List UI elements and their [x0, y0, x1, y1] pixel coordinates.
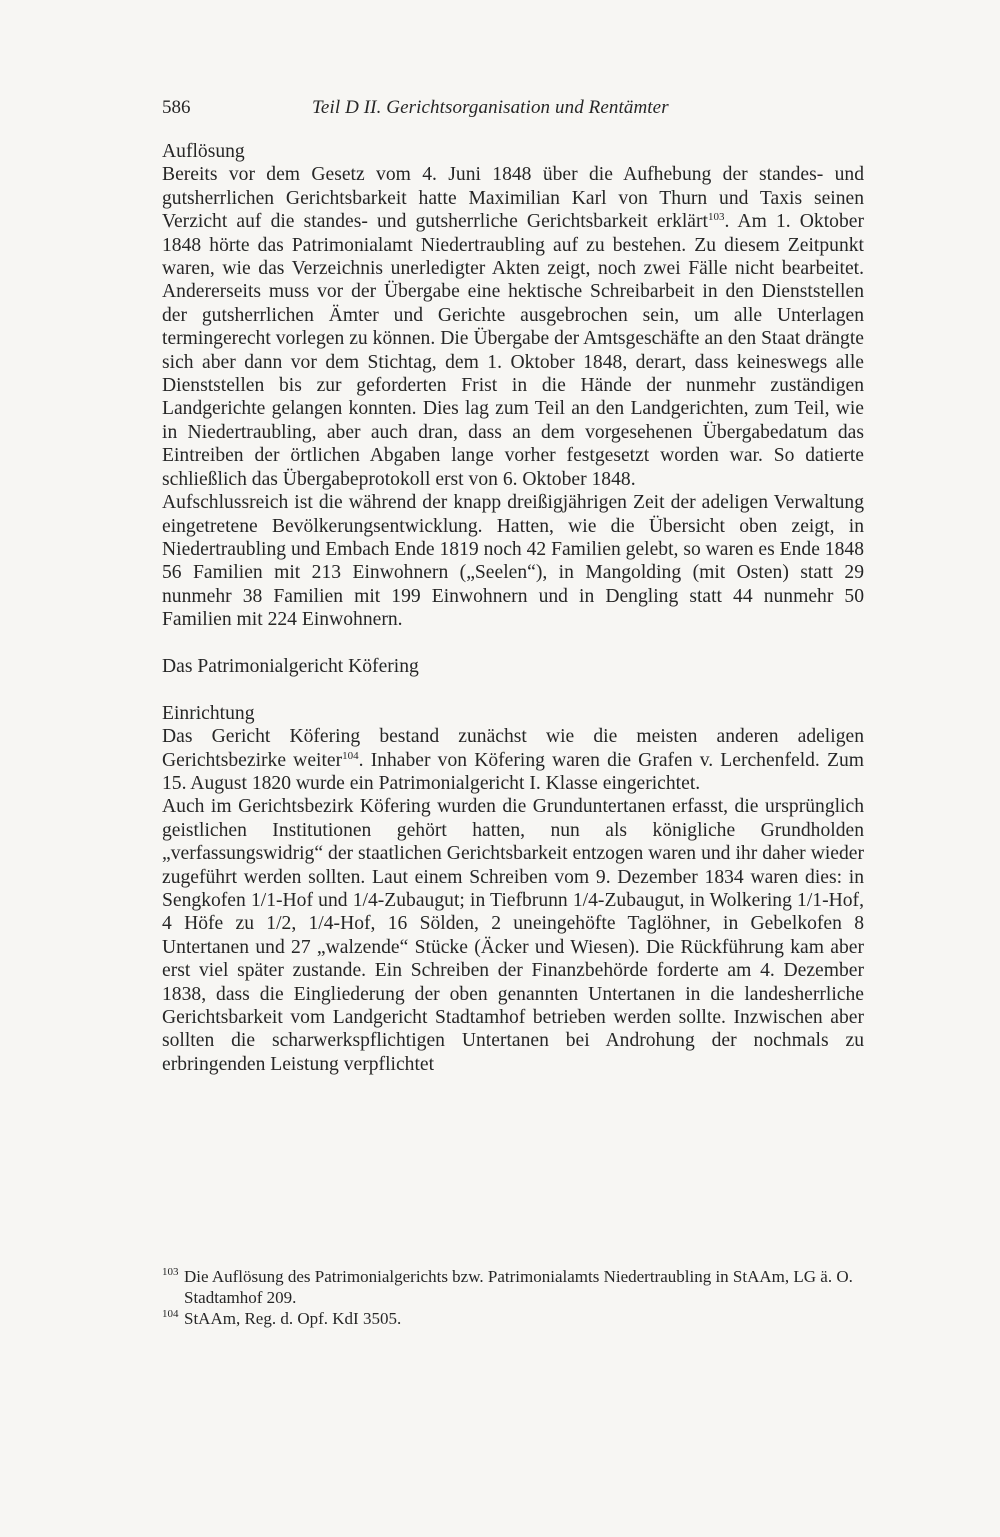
footnote-text: Die Auflösung des Patrimonialgerichts bzw. Patrimonialamts Niedertraubling in StAAm, LG ä. O. Stadtamhof 209. — [184, 1267, 853, 1307]
paragraph: Auch im Gerichtsbezirk Köfering wurden die Grunduntertanen erfasst, die ursprünglich geistlichen Institutionen gehört hatten, nun als königliche Grundholden „verfassungswidrig“ der staatlichen Gerichtsbarkeit entzogen waren und ihr daher wieder zugeführt werden sollten. Laut einem Schreiben vom 9. Dezember 1834 waren dies: in Sengkofen 1/1-Hof und 1/4-Zubaugut; in Tiefbrunn 1/4-Zubaugut, in Wolkering 1/1-Hof, 4 Höfe zu 1/2, 1/4-Hof, 16 Sölden, 2 uneingehöfte Taglöhner, in Gebelkofen 8 Untertanen und 27 „walzende“ Stücke (Äcker und Wiesen). Die Rückführung kam aber erst viel später zustande. Ein Schreiben der Finanzbehörde forderte am 4. Dezember 1838, dass die Eingliederung der oben genannten Untertanen in die landesherrliche Gerichtsbarkeit vom Landgericht Stadtamhof betrieben werden sollte. Inzwischen aber sollten die scharwerkspflichtigen Untertanen bei Androhung der nochmals zu erbringenden Leistung verpflichtet — [162, 796, 864, 1075]
paragraph: Aufschlussreich ist die während der knapp dreißigjährigen Zeit der adeligen Verwaltung eingetretene Bevölkerungsentwicklung. Hatten, wie die Übersicht oben zeigt, in Niedertraubling und Embach Ende 1819 noch 42 Familien gelebt, so waren es Ende 1848 56 Familien mit 213 Einwohnern („Seelen“), in Mangolding (mit Osten) statt 29 nunmehr 38 Familien mit 199 Einwohnern und in Dengling statt 44 nunmehr 50 Familien mit 224 Einwohnern. — [162, 492, 864, 631]
paragraph-text: Das Gericht Köfering bestand zunächst wie die meisten anderen adeligen Gerichtsbezirke weiter — [162, 726, 864, 771]
section-heading-aufloesung: Auflösung — [162, 141, 245, 162]
footnotes — [162, 1266, 864, 1329]
footnote — [162, 1266, 864, 1308]
body-text — [162, 140, 864, 1076]
paragraph — [162, 725, 864, 795]
paragraph — [162, 163, 864, 491]
book-page — [162, 94, 864, 1076]
footnote-ref[interactable]: 103 — [707, 211, 725, 224]
footnote-ref[interactable]: 104 — [342, 749, 359, 762]
paragraph-text: . Inhaber von Köfering waren die Grafen v. Lerchenfeld. Zum 15. August 1820 wurde ein Patrimonialgericht I. Klasse eingerichtet. — [162, 749, 864, 794]
section-heading-koefering: Das Patrimonialgericht Köfering — [162, 655, 419, 677]
paragraph-text: Bereits vor dem Gesetz vom 4. Juni 1848 über die Aufhebung der standes- und gutsherrlichen Gerichtsbarkeit hatte Maximilian Karl von Thurn und Taxis seinen Verzicht auf die standes- und gutsherrliche Gerichtsbarkeit erklärt — [162, 164, 864, 233]
subsection-heading-einrichtung: Einrichtung — [162, 702, 255, 724]
footnote — [162, 1308, 864, 1329]
running-head — [162, 94, 864, 122]
running-title: Teil D II. Gerichtsorganisation und Rentämter — [312, 97, 669, 118]
footnote-number: 103 — [162, 1266, 179, 1278]
footnote-text: StAAm, Reg. d. Opf. KdI 3505. — [184, 1309, 402, 1328]
page-number: 586 — [162, 97, 191, 118]
footnote-number: 104 — [162, 1308, 179, 1320]
paragraph-text: . Am 1. Oktober 1848 hörte das Patrimonialamt Niedertraubling auf zu bestehen. Zu diesem Zeitpunkt waren, wie das Verzeichnis unerledigter Akten zeigt, noch zwei Fälle nicht bearbeitet. Andererseits muss vor der Übergabe eine hektische Schreibarbeit in den Dienststellen der gutsherrlichen Ämter und Gerichte ausgebrochen sein, um alle Unterlagen termingerecht vorlegen zu können. Die Übergabe der Amtsgeschäfte an den Staat drängte sich aber dann vor dem Stichtag, dem 1. Oktober 1848, derart, dass keineswegs alle Dienststellen bis zur geforderten Frist in die Hände der nunmehr zuständigen Landgerichte gelangen konnten. Dies lag zum Teil an den Landgerichten, zum Teil, wie in Niedertraubling, aber auch dran, dass an dem vorgesehenen Übergabedatum das Eintreiben der örtlichen Abgaben lange vorher festgesetzt worden war. So datierte schließlich das Übergabeprotokoll erst von 6. Oktober 1848. — [162, 211, 864, 490]
